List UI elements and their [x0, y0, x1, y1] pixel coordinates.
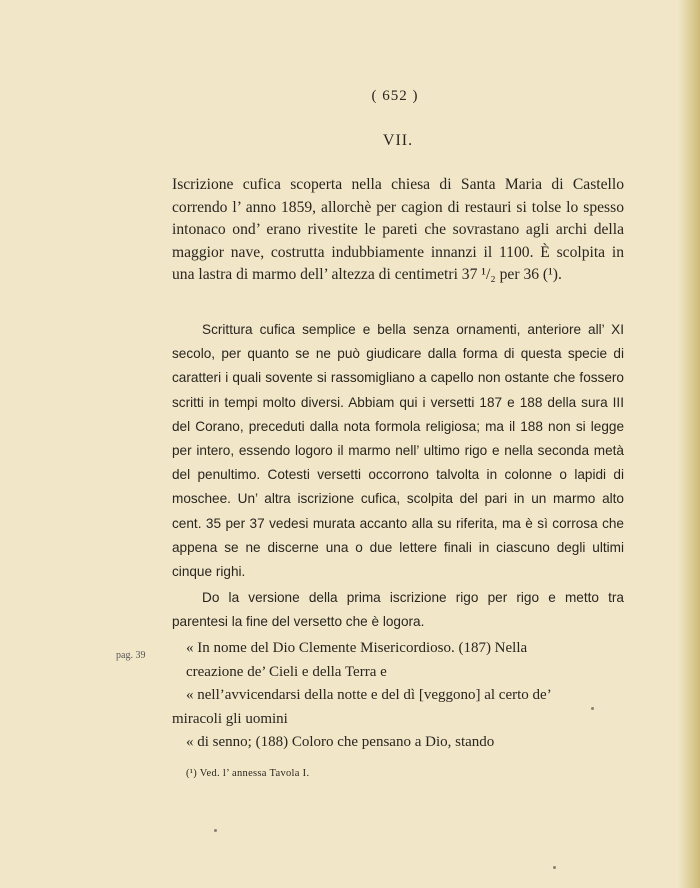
translation-block [172, 637, 627, 755]
margin-page-reference: pag. 39 [116, 650, 146, 661]
paper-speck [214, 829, 217, 832]
intro-paragraph: Iscrizione cufica scoperta nella chiesa di Santa Maria di Castello correndo l’ anno 1859, allorchè per cagion di restauri si tolse lo spesso intonaco ond’ erano rivestite le pareti che sovrastano agli archi della maggior nave, costrutta indubbiamente innanzi il 1100. È scolpita in una lastra di marmo dell’ altezza di centimetri 37 ¹/₂ per 36 (¹). [172, 176, 624, 283]
section-title: VII. [382, 132, 414, 149]
body-text [172, 318, 624, 635]
paper-speck [591, 707, 594, 710]
translation-line: creazione de’ Cieli e della Terra e [186, 663, 387, 680]
translation-line: « di senno; (188) Coloro che pensano a Dio, stando [186, 734, 495, 750]
body-paragraph: Scrittura cufica semplice e bella senza ornamenti, anteriore all’ XI secolo, per quanto se ne può giudicare dalla forma di questa specie di caratteri i quali sovente si rassomigliano a capello non ostante che fossero scritti in tempi molto diversi. Abbiam qui i versetti 187 e 188 della sura III del Corano, preceduti dalla nota formola religiosa; ma il 188 non si legge per intero, essendo logoro il marmo nell’ ultimo rigo e nella seconda metà del penultimo. Cotesti versetti occorrono talvolta in colonne o lapidi di moschee. Un’ altra iscrizione cufica, scolpita del pari in un marmo alto cent. 35 per 37 vedesi murata accanto alla su riferita, ma è sì corrosa che appena se ne discerne una o due lettere finali in ciascuno degli ultimi cinque righi. [172, 322, 624, 580]
footnote: (¹) Ved. l’ annessa Tavola I. [186, 768, 310, 779]
paper-speck [553, 866, 556, 869]
page-number: ( 652 ) [371, 88, 419, 104]
translation-line: « In nome del Dio Clemente Misericordioso. (187) Nella [186, 640, 528, 656]
translation-line: miracoli gli uomini [172, 710, 288, 727]
translation-line: « nell’avvicendarsi della notte e del dì [veggono] al certo de’ [186, 687, 552, 703]
body-paragraph: Do la versione della prima iscrizione rigo per rigo e metto tra parentesi la fine del versetto che è logora. [172, 590, 624, 630]
